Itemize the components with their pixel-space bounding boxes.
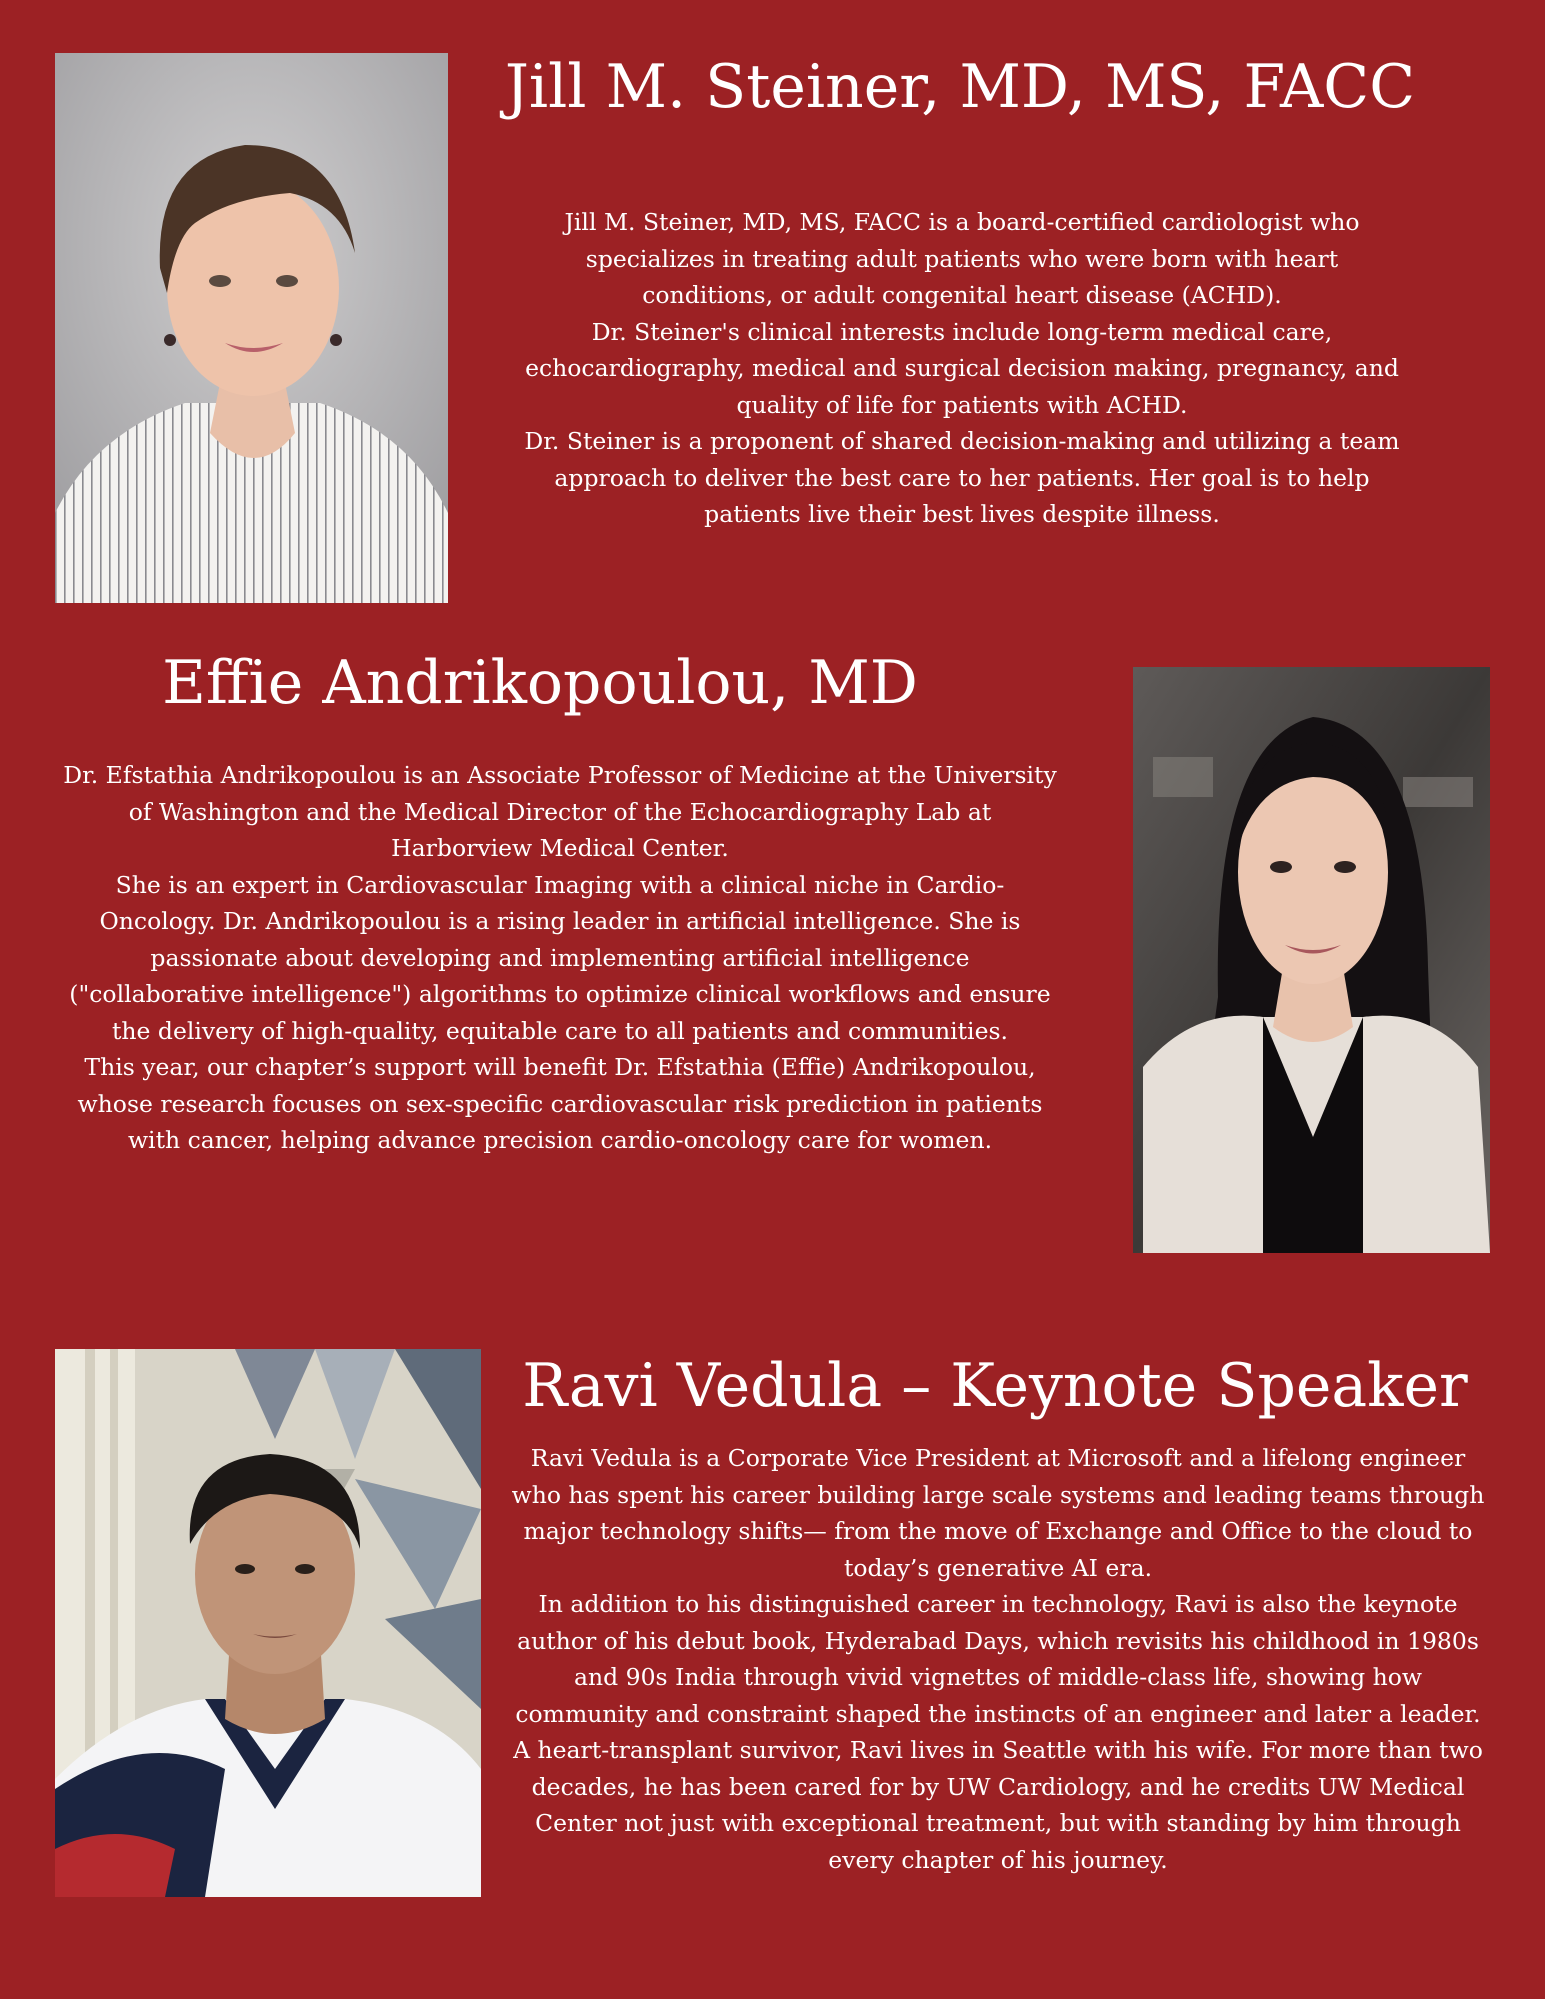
vedula-bio-paragraph: A heart-transplant survivor, Ravi lives in Seattle with his wife. For more than two decades, he has been cared for by UW Cardiology, and he credits UW Medical Center not just with exceptional treatment, but with standing by him through every chapter of his journey.: [513, 1736, 1483, 1874]
vedula-bio-paragraph: In addition to his distinguished career in technology, Ravi is also the keynote author of his debut book, Hyderabad Days, which revisits his childhood in 1980s and 90s India through vivid vignettes of middle-class life, showing how community and constraint shaped the instincts of an engineer and later a leader.: [515, 1590, 1481, 1728]
andrikopoulou-portrait-photo: [1133, 667, 1490, 1253]
steiner-bio-paragraph: Dr. Steiner is a proponent of shared decision-making and utilizing a team approach to deliver the best care to her patients. Her goal is to help patients live their best lives despite illness.: [524, 427, 1400, 528]
vedula-portrait-photo: [55, 1349, 481, 1897]
andrikopoulou-bio: [60, 757, 1060, 1159]
steiner-portrait-image: [55, 53, 448, 603]
steiner-portrait-photo: [55, 53, 448, 603]
andrikopoulou-name-heading: Effie Andrikopoulou, MD: [162, 648, 918, 718]
steiner-bio: [522, 204, 1402, 533]
andrikopoulou-portrait-image: [1133, 667, 1490, 1253]
vedula-portrait-image: [55, 1349, 481, 1897]
steiner-bio-paragraph: Jill M. Steiner, MD, MS, FACC is a board-certified cardiologist who specializes in treating adult patients who were born with heart conditions, or adult congenital heart disease (ACHD).: [564, 208, 1360, 309]
andrikopoulou-bio-paragraph: Dr. Efstathia Andrikopoulou is an Associate Professor of Medicine at the University of Washington and the Medical Director of the Echocardiography Lab at Harborview Medical Center.: [63, 761, 1057, 862]
andrikopoulou-bio-paragraph: This year, our chapter’s support will benefit Dr. Efstathia (Effie) Andrikopoulou, whose research focuses on sex-specific cardiovascular risk prediction in patients with cancer, helping advance precision cardio-oncology care for women.: [77, 1053, 1043, 1154]
steiner-bio-paragraph: Dr. Steiner's clinical interests include long-term medical care, echocardiography, medical and surgical decision making, pregnancy, and quality of life for patients with ACHD.: [525, 317, 1399, 419]
vedula-bio: [508, 1440, 1488, 1878]
vedula-name-heading: Ravi Vedula – Keynote Speaker: [522, 1351, 1468, 1421]
steiner-name-heading: Jill M. Steiner, MD, MS, FACC: [504, 52, 1416, 122]
vedula-bio-paragraph: Ravi Vedula is a Corporate Vice President at Microsoft and a lifelong engineer who has spent his career building large scale systems and leading teams through major technology shifts— from the move of Exchange and Office to the cloud to today’s generative AI era.: [511, 1444, 1485, 1582]
andrikopoulou-bio-paragraph: She is an expert in Cardiovascular Imaging with a clinical niche in Cardio-Oncology. Dr. Andrikopoulou is a rising leader in artificial intelligence. She is passionate about developing and implementing artificial intelligence ("collaborative intelligence") algorithms to optimize clinical workflows and ensure the delivery of high-quality, equitable care to all patients and communities.: [69, 870, 1051, 1045]
